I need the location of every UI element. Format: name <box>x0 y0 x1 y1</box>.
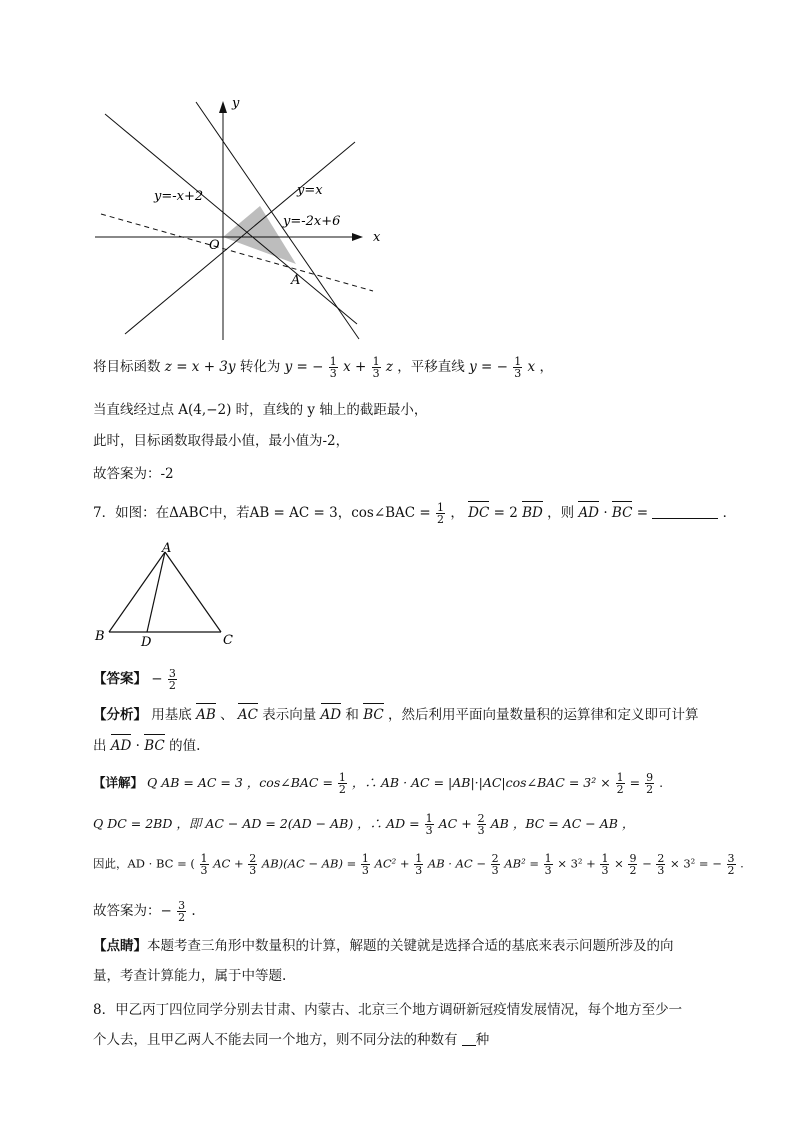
x-axis-arrow <box>352 233 363 241</box>
analysis-7-line1: 【分析】 用基底 AB 、 AC 表示向量 AD 和 BC ，然后利用平面向量数量积的运算律和定义即可计算 <box>93 707 699 723</box>
line-y-x <box>125 142 355 334</box>
point-d-label: D <box>141 635 152 648</box>
question-8-line1: 8．甲乙丙丁四位同学分别去甘肃、内蒙古、北京三个地方调研新冠疫情发展情况，每个地方至少一 <box>93 1002 683 1018</box>
comment-7-line1: 【点睛】本题考查三角形中数量积的计算，解题的关键就是选择合适的基底来表示问题所涉及的向 <box>93 938 674 954</box>
comment-7-line2: 量，考查计算能力，属于中等题. <box>93 968 287 984</box>
sol6-line2: 当直线经过点 A(4,−2) 时，直线的 y 轴上的截距最小， <box>93 402 428 418</box>
sol6-line1: 将目标函数 z = x + 3y 转化为 y = − $\frac{1}{3}$ x + $\frac{1}{3}$ z ，平移直线 y = − $\frac{1}{3}$ x ， <box>93 355 553 380</box>
triangle-figure <box>93 540 243 648</box>
question-8-line2: 个人去，且甲乙两人不能去同一个地方，则不同分法的种数有 种 <box>93 1032 490 1048</box>
point-a-label: A <box>291 273 301 288</box>
sol6-line3: 此时，目标函数取得最小值，最小值为-2， <box>93 433 350 449</box>
detail-7-line3: 因此，AD · BC = ( $\frac{1}{3}$ AC + $\frac{2}{3}$ AB)(AC − AB) = $\frac{1}{3}$ AC² + $\frac{1}{3}$ AB · AC − $\frac{2}{3}$ AB² = $\frac{1}{3}$ × 3² + $\frac{1}{3}$ × $\frac{9}{2}$ − $\frac{2}{3}$ × 3² = − $\frac{3}{2}$ . <box>93 852 744 877</box>
x-axis-label: x <box>373 230 381 245</box>
detail-7-line4: 故答案为：− $\frac{3}{2}$ . <box>93 899 196 924</box>
detail-7-line2: Q DC = 2BD ，即 AC − AD = 2(AD − AB) ，∴ AD = $\frac{1}{3}$ AC + $\frac{2}{3}$ AB ，BC = AC − AB ， <box>93 812 635 837</box>
line3-label: y=-2x+6 <box>283 214 341 229</box>
answer-blank-7 <box>652 504 718 519</box>
side-ac <box>165 552 221 632</box>
analysis-7-line2: 出 AD · BC 的值. <box>93 738 201 754</box>
vertex-a-label: A <box>162 541 172 556</box>
answer-7: 【答案】 − $\frac{3}{2}$ <box>93 667 176 692</box>
line2-label: y=x <box>297 183 323 198</box>
origin-label: O <box>209 238 220 253</box>
detail-7-line1: 【详解】 Q AB = AC = 3 ，cos∠BAC = $\frac{1}{2}$ ，∴ AB · AC = |AB|·|AC|cos∠BAC = 3² × $\frac{1}{2}$ = $\frac{9}{2}$ . <box>93 771 664 796</box>
vertex-c-label: C <box>223 633 233 648</box>
linear-programming-graph <box>93 92 393 342</box>
question-7: 7．如图：在ΔABC中，若AB = AC = 3，cos∠BAC = $\frac{1}{2}$ ， DC = 2 BD ，则 AD · BC = ． <box>93 501 737 526</box>
line1-label: y=-x+2 <box>154 189 204 204</box>
y-axis-label: y <box>232 96 240 111</box>
sol6-line4: 故答案为：-2 <box>93 466 174 482</box>
vertex-b-label: B <box>95 629 105 644</box>
y-axis-arrow <box>219 101 227 113</box>
answer-blank-8 <box>462 1031 476 1046</box>
